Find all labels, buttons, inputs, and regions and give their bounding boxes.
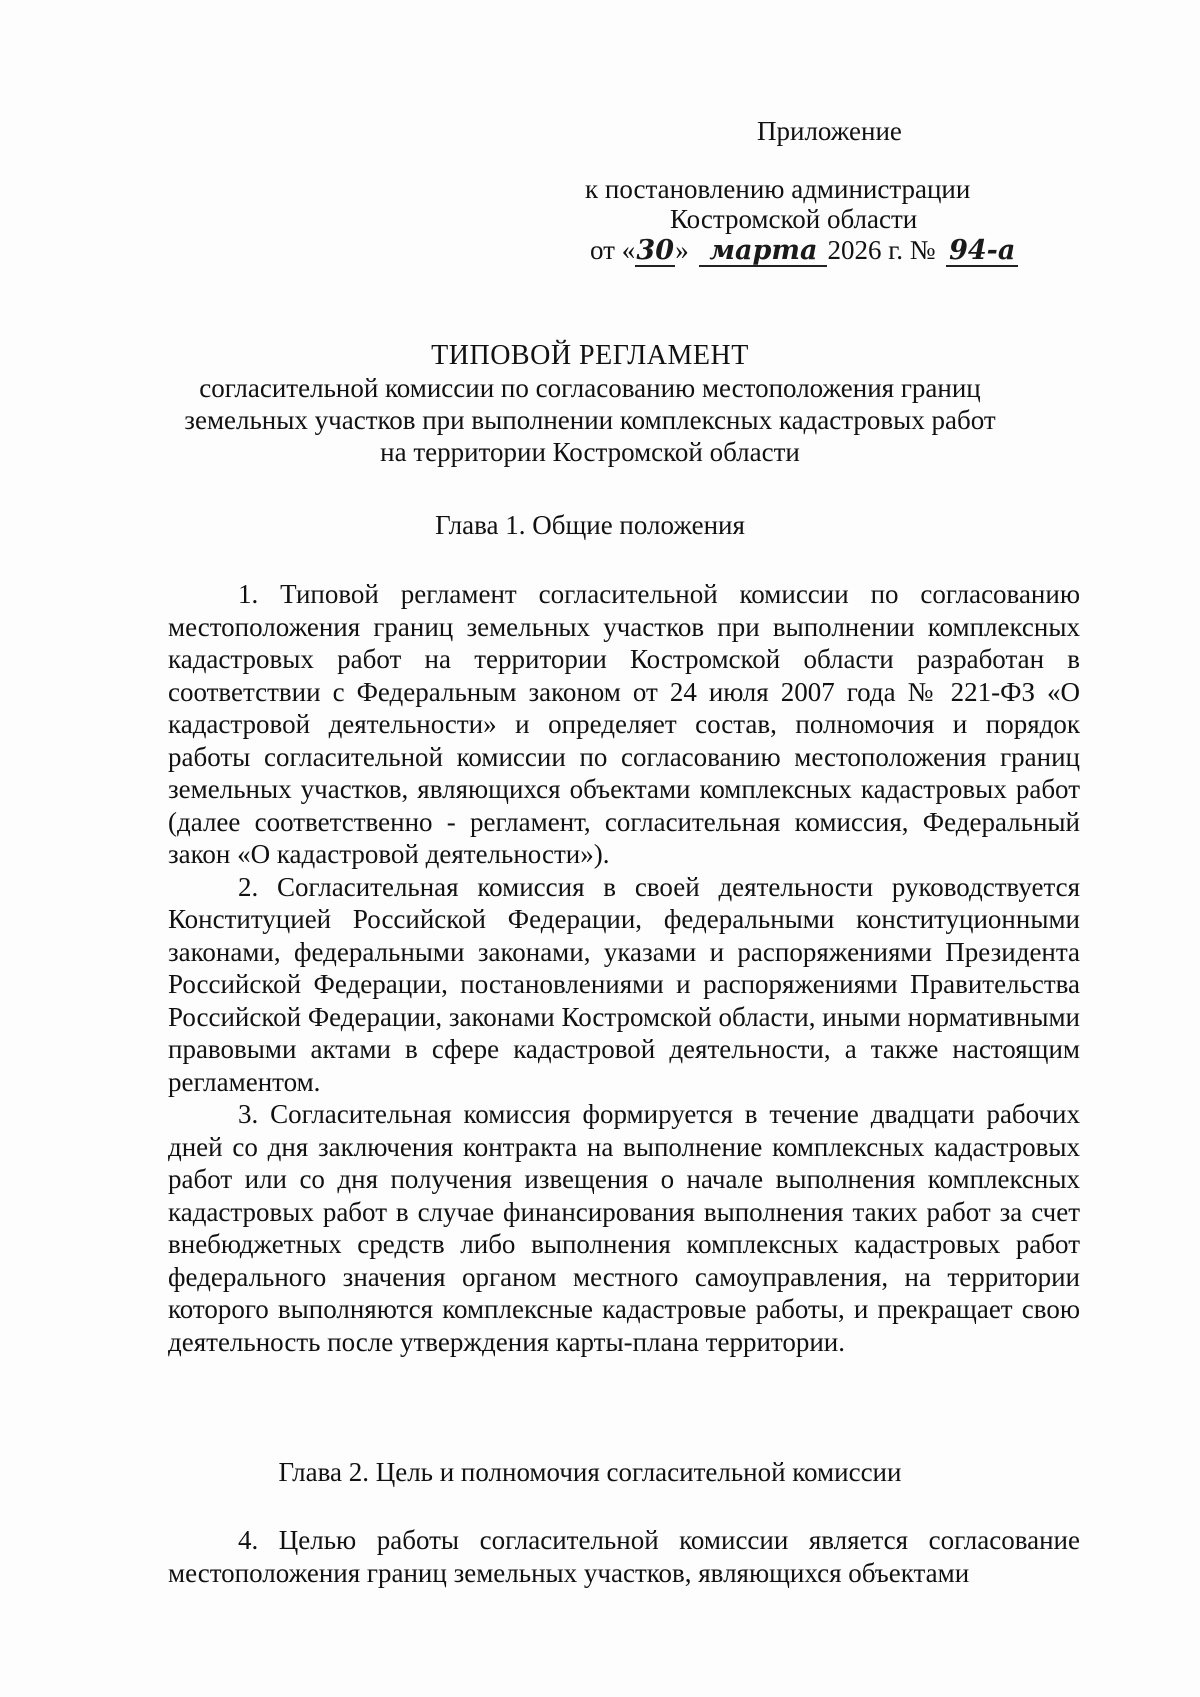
- chapter-2-body: [168, 1524, 1080, 1589]
- document-title-block: [120, 340, 1060, 468]
- paragraph-4: 4. Целью работы согласительной комиссии является согласование местоположения границ земельных участков, являющихся объектами: [168, 1525, 1080, 1588]
- chapter-1-body: [168, 578, 1080, 1358]
- handwritten-month: марта: [699, 237, 827, 267]
- paragraph-3: 3. Согласительная комиссия формируется в течение двадцати рабочих дней со дня заключения контракта на выполнение комплексных кадастровых работ или со дня получения извещения о начале выполнения комплексных кадастровых работ в случае финансирования выполнения таких работ за счет внебюджетных средств либо выполнения комплексных кадастровых работ федерального значения органом местного самоуправления, на территории которого выполняются комплексные кадастровые работы, и прекращает свою деятельность после утверждения карты-плана территории.: [168, 1099, 1080, 1357]
- appendix-region-line: Костромской области: [670, 204, 918, 234]
- appendix-date-line: [590, 232, 1018, 268]
- handwritten-number: 94-а: [946, 237, 1018, 267]
- handwritten-day: 30: [636, 235, 674, 266]
- document-subtitle-line-3: на территории Костромской области: [380, 437, 800, 467]
- paragraph-1: 1. Типовой регламент согласительной комиссии по согласованию местоположения границ земельных участков при выполнении комплексных кадастровых работ на территории Костромской области разработан в соответствии с Федеральным законом от 24 июля 2007 года № 221-ФЗ «О кадастровой деятельности» и определяет состав, полномочия и порядок работы согласительной комиссии по согласованию местоположения границ земельных участков, являющихся объектами комплексных кадастровых работ (далее соответственно - регламент, согласительная комиссия, Федеральный закон «О кадастровой деятельности»).: [168, 579, 1080, 869]
- appendix-decree-line: к постановлению администрации: [585, 174, 971, 204]
- paragraph-2: 2. Согласительная комиссия в своей деятельности руководствуется Конституцией Российской Федерации, федеральными конституционными законами, федеральными законами, указами и распоряжениями Президента Российской Федерации, постановлениями и распоряжениями Правительства Российской Федерации, законами Костромской области, иными нормативными правовыми актами в сфере кадастровой деятельности, а также настоящим регламентом.: [168, 871, 1080, 1097]
- document-subtitle-line-1: согласительной комиссии по согласованию местоположения границ: [199, 373, 981, 403]
- document-title: ТИПОВОЙ РЕГЛАМЕНТ: [431, 340, 749, 371]
- document-subtitle-line-2: земельных участков при выполнении комплексных кадастровых работ: [184, 405, 996, 435]
- chapter-1-heading: Глава 1. Общие положения: [435, 510, 745, 540]
- year-and-number-label: 2026 г. №: [827, 235, 936, 265]
- chapter-2-heading: Глава 2. Цель и полномочия согласительной комиссии: [278, 1457, 902, 1487]
- date-prefix: от «: [590, 235, 636, 265]
- date-mid: »: [675, 235, 689, 265]
- appendix-title: Приложение: [757, 116, 902, 146]
